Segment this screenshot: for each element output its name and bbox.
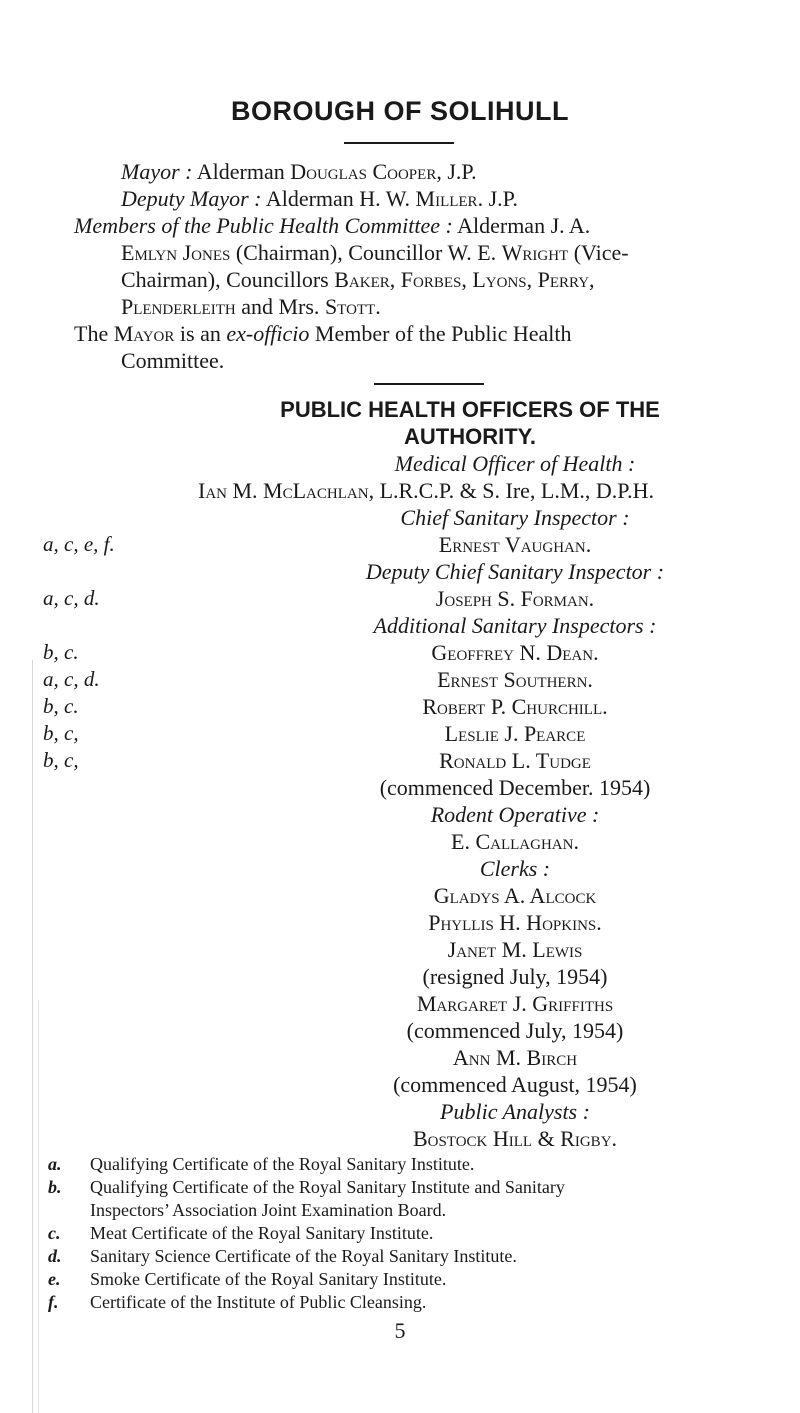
inspector-name: Robert P. Churchill. (422, 694, 608, 719)
inspector-qualifications: b, c. (43, 640, 79, 664)
inspector-name: Ernest Vaughan. (438, 532, 592, 557)
inspector-qualifications: a, c, d. (43, 586, 100, 610)
note-text: Qualifying Certificate of the Royal Sanitary Institute. (90, 1154, 475, 1174)
inspector-qualifications: a, c, e, f. (43, 532, 115, 556)
note-text: Inspectors’ Association Joint Examination Board. (90, 1200, 447, 1220)
clerk-note: (commenced August, 1954) (393, 1072, 637, 1097)
additional-inspectors-role: Additional Sanitary Inspectors : (373, 613, 657, 638)
inspector-name: Geoffrey N. Dean. (431, 640, 599, 665)
deputy-mayor-line: Deputy Mayor : Alderman H. W. Miller. J.P. (121, 186, 518, 211)
note-letter: b. (48, 1177, 62, 1197)
analysts-role: Public Analysts : (440, 1099, 590, 1124)
note-letter: d. (48, 1246, 62, 1266)
clerk-name: Janet M. Lewis (447, 937, 583, 962)
gutter-line (32, 660, 33, 1413)
section-rule (374, 383, 484, 385)
exofficio-line-1: The Mayor is an ex-officio Member of the Public Health (74, 321, 572, 346)
officers-heading-2: AUTHORITY. (404, 424, 536, 449)
note-text: Sanitary Science Certificate of the Royal Sanitary Institute. (90, 1246, 517, 1266)
note-text: Certificate of the Institute of Public Cleansing. (90, 1292, 427, 1312)
note-text: Qualifying Certificate of the Royal Sanitary Institute and Sanitary (90, 1177, 565, 1197)
clerk-note: (commenced July, 1954) (406, 1018, 624, 1043)
note-letter: f. (48, 1292, 59, 1312)
chief-inspector-role: Chief Sanitary Inspector : (400, 505, 630, 530)
moh-role: Medical Officer of Health : (394, 451, 636, 476)
clerk-name: Margaret J. Griffiths (416, 991, 614, 1016)
analysts-name: Bostock Hill & Rigby. (412, 1126, 618, 1151)
members-line-3: Chairman), Councillors Baker, Forbes, Lyons, Perry, (121, 267, 595, 292)
exofficio-line-2: Committee. (121, 348, 225, 373)
page-number: 5 (394, 1318, 406, 1343)
moh-line: Ian M. McLachlan, L.R.C.P. & S. Ire, L.M., D.P.H. (198, 478, 654, 503)
page-title: BOROUGH OF SOLIHULL (231, 96, 569, 126)
note-letter: c. (48, 1223, 61, 1243)
members-line-2: Emlyn Jones (Chairman), Councillor W. E. Wright (Vice- (121, 240, 629, 265)
mayor-line: Mayor : Alderman Douglas Cooper, J.P. (121, 159, 477, 184)
officers-heading-1: PUBLIC HEALTH OFFICERS OF THE (280, 397, 660, 422)
deputy-inspector-role: Deputy Chief Sanitary Inspector : (365, 559, 665, 584)
inspector-qualifications: b, c, (43, 721, 79, 745)
inspector-name: Ronald L. Tudge (439, 748, 591, 773)
note-letter: e. (48, 1269, 61, 1289)
inspector-name: Joseph S. Forman. (435, 586, 595, 611)
clerk-name: Ann M. Birch (452, 1045, 578, 1070)
members-line-1: Members of the Public Health Committee : Alderman J. A. (74, 213, 591, 238)
inspector-qualifications: b, c, (43, 748, 79, 772)
gutter-line (38, 1000, 39, 1413)
clerk-name: Gladys A. Alcock (433, 883, 597, 908)
inspector-note: (commenced December. 1954) (379, 775, 651, 800)
note-text: Smoke Certificate of the Royal Sanitary Institute. (90, 1269, 447, 1289)
clerk-note: (resigned July, 1954) (422, 964, 608, 989)
note-text: Meat Certificate of the Royal Sanitary Institute. (90, 1223, 434, 1243)
rodent-operative-name: E. Callaghan. (451, 829, 579, 854)
members-line-4: Plenderleith and Mrs. Stott. (121, 294, 381, 319)
title-rule (344, 142, 454, 144)
inspector-qualifications: a, c, d. (43, 667, 100, 691)
clerks-role: Clerks : (479, 856, 551, 881)
note-letter: a. (48, 1154, 62, 1174)
inspector-qualifications: b, c. (43, 694, 79, 718)
inspector-name: Ernest Southern. (437, 667, 593, 692)
inspector-name: Leslie J. Pearce (444, 721, 586, 746)
clerk-name: Phyllis H. Hopkins. (428, 910, 602, 935)
rodent-operative-role: Rodent Operative : (430, 802, 600, 827)
